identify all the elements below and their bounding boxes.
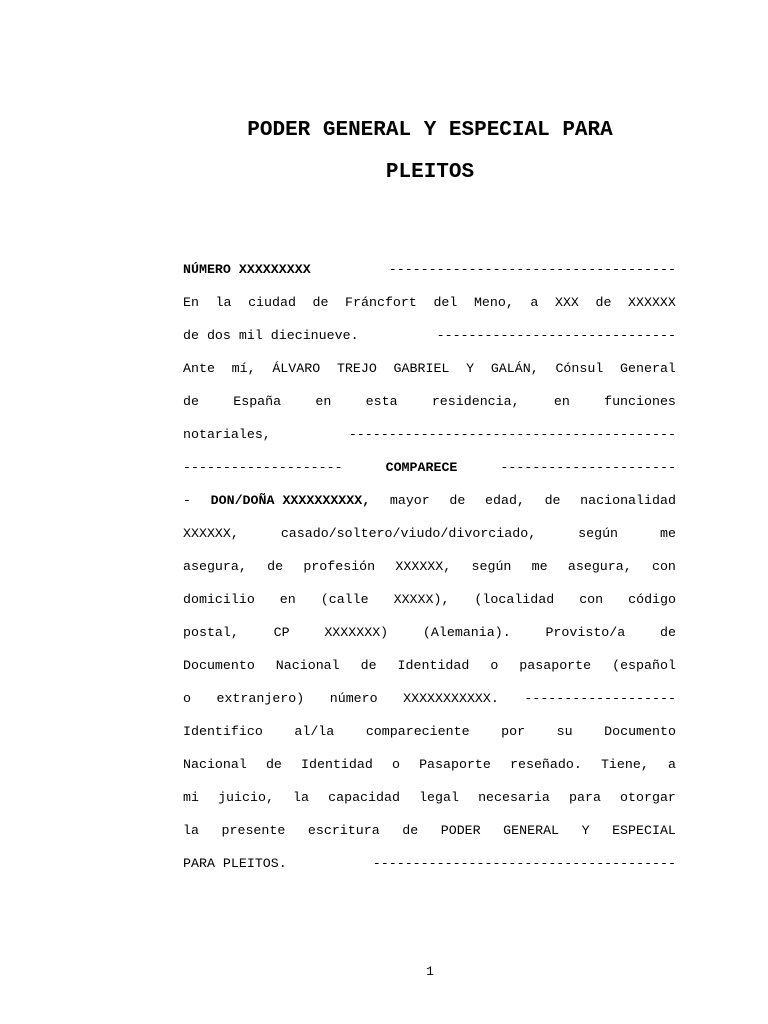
- text-word: o: [490, 658, 499, 673]
- text-word: esta: [365, 394, 398, 409]
- text-line: [183, 786, 676, 819]
- text-word: de: [544, 493, 561, 508]
- text-word: --------------------: [183, 460, 343, 475]
- text-word: según: [578, 526, 619, 541]
- text-word: domicilio: [183, 592, 255, 607]
- text-word: de: [267, 559, 284, 574]
- text-word: Pasaporte: [419, 757, 491, 772]
- text-word: Fráncfort: [345, 295, 417, 310]
- text-line: [183, 852, 676, 885]
- text-word: o: [391, 757, 400, 772]
- text-word: mí,: [231, 361, 256, 376]
- text-word: su: [556, 724, 573, 739]
- text-word: del: [433, 295, 458, 310]
- document-title-continued: PLEITOS: [385, 161, 475, 184]
- text-word: nacionalidad: [580, 493, 676, 508]
- text-word: XXXXX),: [393, 592, 450, 607]
- text-word: XXXXXXXXXXX.: [403, 691, 499, 706]
- text-word: postal,: [183, 625, 239, 640]
- text-word: de dos mil diecinueve.: [183, 328, 359, 343]
- text-word: ------------------------------: [436, 328, 676, 343]
- text-word: GENERAL: [503, 823, 560, 838]
- text-word: con: [651, 559, 676, 574]
- page-number: 1: [426, 964, 434, 979]
- text-word: Y: [581, 823, 590, 838]
- text-word: Ante: [183, 361, 215, 376]
- text-word: XXX: [554, 295, 579, 310]
- text-word: DON/DOÑA XXXXXXXXXX,: [210, 493, 371, 508]
- text-word: XXXXXX: [628, 295, 676, 310]
- text-word: Documento: [183, 658, 255, 673]
- text-word: código: [628, 592, 676, 607]
- text-word: XXXXXXX): [324, 625, 389, 640]
- text-word: --------------------------------------: [372, 856, 676, 871]
- text-word: mayor: [389, 493, 430, 508]
- text-word: de: [183, 394, 199, 409]
- text-word: asegura,: [567, 559, 632, 574]
- text-word: extranjero): [216, 691, 305, 706]
- text-line: [183, 291, 676, 324]
- text-line: [183, 522, 676, 555]
- text-word: otorgar: [620, 790, 676, 805]
- text-word: Provisto/a: [545, 625, 626, 640]
- text-word: me: [660, 526, 676, 541]
- text-word: la: [293, 790, 310, 805]
- text-line: [183, 456, 676, 489]
- text-word: la: [183, 823, 199, 838]
- text-word: España: [233, 394, 282, 409]
- text-word: Documento: [604, 724, 676, 739]
- text-word: profesión: [303, 559, 376, 574]
- text-word: según: [471, 559, 512, 574]
- text-word: Tiene,: [600, 757, 649, 772]
- text-word: Meno,: [473, 295, 514, 310]
- text-word: asegura,: [183, 559, 247, 574]
- text-line: [183, 687, 676, 720]
- text-word: capacidad: [328, 790, 400, 805]
- text-word: compareciente: [365, 724, 470, 739]
- text-word: de: [360, 658, 377, 673]
- text-line: [183, 621, 676, 654]
- text-word: En: [183, 295, 199, 310]
- text-word: a: [530, 295, 539, 310]
- text-word: o: [183, 691, 191, 706]
- text-word: legal: [419, 790, 459, 805]
- text-word: de: [595, 295, 612, 310]
- text-line: [183, 819, 676, 852]
- text-word: (calle: [320, 592, 369, 607]
- text-word: presente: [221, 823, 286, 838]
- text-word: (Alemania).: [422, 625, 511, 640]
- text-word: GABRIEL: [393, 361, 450, 376]
- text-word: Cónsul: [555, 361, 604, 376]
- text-word: CP: [273, 625, 290, 640]
- text-word: ------------------------------------: [388, 262, 676, 277]
- text-word: de: [265, 757, 282, 772]
- text-word: GALÁN,: [490, 361, 539, 376]
- text-word: Nacional: [183, 757, 247, 772]
- text-word: TREJO: [336, 361, 377, 376]
- text-word: Identidad: [397, 658, 470, 673]
- text-word: ÁLVARO: [272, 361, 321, 376]
- text-word: Nacional: [275, 658, 340, 673]
- text-word: casado/soltero/viudo/divorciado,: [280, 526, 537, 541]
- text-word: pasaporte: [519, 658, 592, 673]
- text-word: a: [667, 757, 676, 772]
- text-word: XXXXXX,: [183, 526, 239, 541]
- text-word: Identidad: [301, 757, 373, 772]
- text-line: [183, 753, 676, 786]
- text-word: Identifico: [183, 724, 263, 739]
- text-word: en: [553, 394, 570, 409]
- text-word: de: [660, 625, 676, 640]
- text-word: NÚMERO XXXXXXXXX: [183, 262, 311, 277]
- text-word: reseñado.: [510, 757, 582, 772]
- text-line: [183, 423, 676, 456]
- text-word: por: [501, 724, 526, 739]
- text-word: de: [312, 295, 329, 310]
- text-line: [183, 654, 676, 687]
- text-word: juicio,: [218, 790, 274, 805]
- text-word: residencia,: [431, 394, 520, 409]
- text-word: me: [531, 559, 548, 574]
- text-word: ----------------------: [500, 460, 676, 475]
- text-word: notariales,: [183, 427, 271, 442]
- text-line: [183, 588, 676, 621]
- text-word: -------------------: [524, 691, 676, 706]
- text-word: PODER: [440, 823, 481, 838]
- text-word: de: [402, 823, 419, 838]
- text-word: edad,: [485, 493, 525, 508]
- text-line: [183, 324, 676, 357]
- text-word: Y: [466, 361, 475, 376]
- text-word: ESPECIAL: [612, 823, 676, 838]
- text-word: necesaria: [478, 790, 550, 805]
- text-line: [183, 357, 676, 390]
- text-word: funciones: [604, 394, 676, 409]
- text-word: con: [579, 592, 604, 607]
- text-word: (español: [612, 658, 676, 673]
- text-word: ciudad: [248, 295, 296, 310]
- document-body: [183, 258, 676, 885]
- document-title: PODER GENERAL Y ESPECIAL PARA: [247, 119, 613, 142]
- text-word: escritura: [307, 823, 380, 838]
- text-word: la: [215, 295, 232, 310]
- text-word: de: [449, 493, 466, 508]
- text-line: [183, 555, 676, 588]
- text-word: mi: [183, 790, 199, 805]
- text-line: [183, 258, 676, 291]
- text-word: XXXXXX,: [395, 559, 452, 574]
- text-word: COMPARECE: [385, 460, 458, 475]
- text-word: al/la: [294, 724, 335, 739]
- text-word: en: [279, 592, 296, 607]
- text-word: PARA PLEITOS.: [183, 856, 287, 871]
- text-line: [183, 390, 676, 423]
- text-word: General: [620, 361, 676, 376]
- text-line: [183, 720, 676, 753]
- text-word: en: [315, 394, 332, 409]
- text-word: para: [569, 790, 601, 805]
- text-word: -----------------------------------------: [348, 427, 676, 442]
- text-word: número: [329, 691, 378, 706]
- text-word: -: [183, 493, 191, 508]
- text-word: (localidad: [474, 592, 555, 607]
- text-line: [183, 489, 676, 522]
